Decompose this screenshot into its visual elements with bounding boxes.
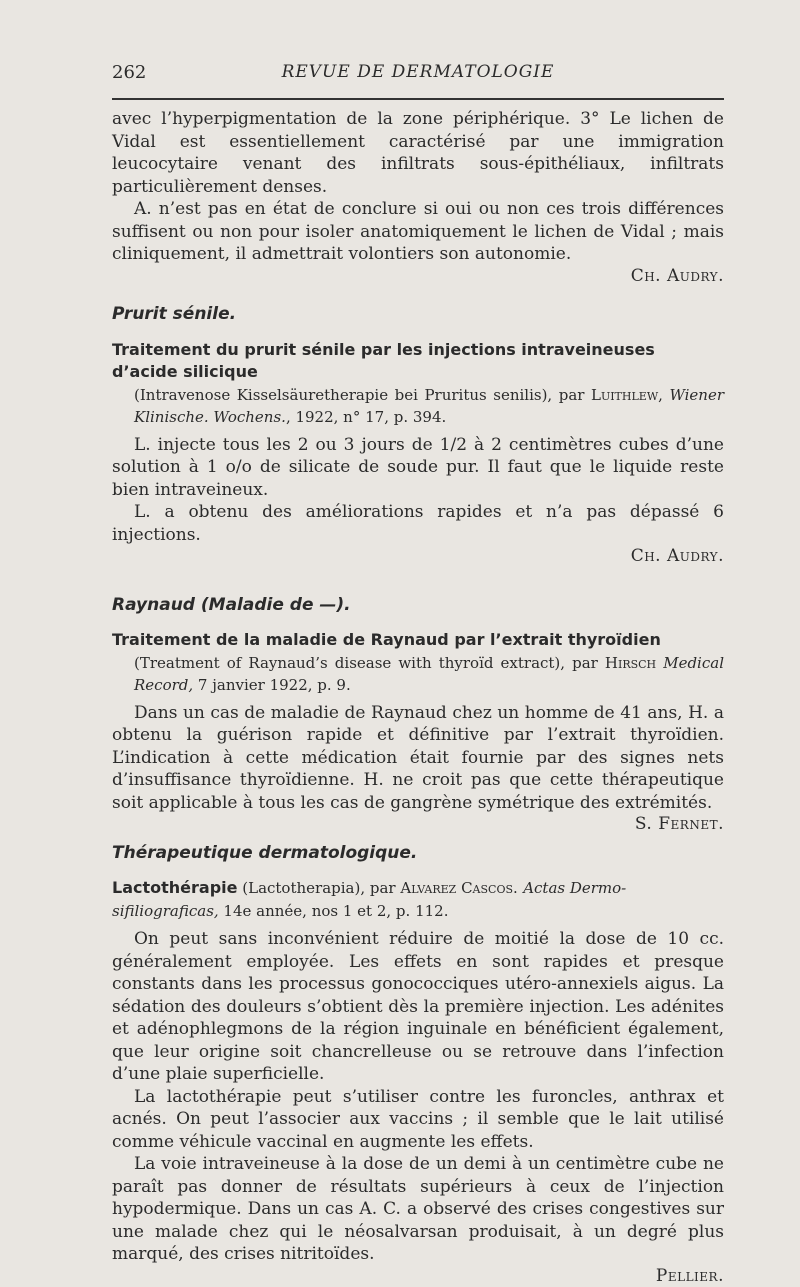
article-reference: (Intravenose Kisselsäuretherapie bei Pruritus senilis), par Luithlew, Wiener Klinische. Wochens., 1922, n° 17, p. 394. xyxy=(112,384,724,428)
signature: S. Fernet. xyxy=(112,813,724,836)
author: Hirsch xyxy=(605,654,656,672)
article-header-lactotherapie: Lactothérapie (Lactotherapia), par Alvarez Cascos. Actas Dermo-sifiliograficas, 14e année, nos 1 et 2, p. 112. xyxy=(112,877,724,922)
journal: Wiener Klinische. Wochens. xyxy=(134,386,724,426)
page-number: 262 xyxy=(112,62,146,83)
body-paragraph: La voie intraveineuse à la dose de un demi à un centimètre cube ne paraît pas donner de résultats supérieurs à ceux de l’injection hypodermique. Dans un cas A. C. a observé des crises congestives sur une malade chez qui le néosalvarsan produisait, à un degré plus marqué, des crises nitritoïdes. xyxy=(112,1153,724,1266)
article-title: Traitement de la maladie de Raynaud par l’extrait thyroïdien xyxy=(112,629,724,652)
author: Luithlew, xyxy=(591,386,663,404)
header-rule xyxy=(112,98,724,100)
intro-paragraph: avec l’hyperpigmentation de la zone périphérique. 3° Le lichen de Vidal est essentiellement caractérisé par une immigration leucocytaire venant des infiltrats sous-épithéliaux, infiltrats particulièrement denses. xyxy=(112,108,724,198)
signature: Pellier. xyxy=(112,1265,724,1287)
article-title: Lactothérapie xyxy=(112,878,237,897)
signature: Ch. Audry. xyxy=(112,545,724,568)
signature: Ch. Audry. xyxy=(112,265,724,288)
article-header-raynaud xyxy=(112,629,724,696)
section-heading-raynaud: Raynaud (Maladie de —). xyxy=(112,594,724,617)
section-heading-prurit: Prurit sénile. xyxy=(112,303,724,326)
article-reference: (Treatment of Raynaud’s disease with thyroïd extract), par Hirsch Medical Record, 7 janvier 1922, p. 9. xyxy=(112,652,724,696)
body-paragraph: L. injecte tous les 2 ou 3 jours de 1/2 à 2 centimètres cubes d’une solution à 1 o/o de silicate de soude pur. Il faut que le liquide reste bien intraveineux. xyxy=(112,434,724,502)
body-paragraph: Dans un cas de maladie de Raynaud chez un homme de 41 ans, H. a obtenu la guérison rapide et définitive par l’extrait thyroïdien. L’indication à cette médication était fournie par des signes nets d’insuffisance thyroïdienne. H. ne croit pas que cette thérapeutique soit applicable à tous les cas de gangrène symétrique des extrémités. xyxy=(112,702,724,815)
body-paragraph: L. a obtenu des améliorations rapides et n’a pas dépassé 6 injections. xyxy=(112,501,724,546)
section-heading-therapeutique: Thérapeutique dermatologique. xyxy=(112,842,724,865)
article-header-prurit xyxy=(112,339,724,428)
page-content xyxy=(112,108,724,1287)
body-paragraph: On peut sans inconvénient réduire de moitié la dose de 10 cc. généralement employée. Les effets en sont rapides et presque constants dans les processus gonococciques utéro-annexiels aigus. La sédation des douleurs s’obtient dès la première injection. Les adénites et adénophlegmons de la région inguinale en bénéficient également, que leur origine soit chancrelleuse ou se retrouve dans l’infection d’une plaie superficielle. xyxy=(112,928,724,1086)
running-title: REVUE DE DERMATOLOGIE xyxy=(112,62,724,82)
page-header xyxy=(112,60,724,100)
article-title: Traitement du prurit sénile par les injections intraveineuses d’acide silicique xyxy=(112,339,724,384)
journal: Medical Record, xyxy=(134,654,724,694)
intro-paragraph: A. n’est pas en état de conclure si oui ou non ces trois différences suffisent ou non pour isoler anatomiquement le lichen de Vidal ; mais cliniquement, il admettrait volontiers son autonomie. xyxy=(112,198,724,266)
body-paragraph: La lactothérapie peut s’utiliser contre les furoncles, anthrax et acnés. On peut l’associer aux vaccins ; il semble que le lait utilisé comme véhicule vaccinal en augmente les effets. xyxy=(112,1086,724,1154)
author: Alvarez Cascos. xyxy=(400,879,517,897)
journal: Actas Dermo-sifiliograficas, xyxy=(112,879,626,920)
